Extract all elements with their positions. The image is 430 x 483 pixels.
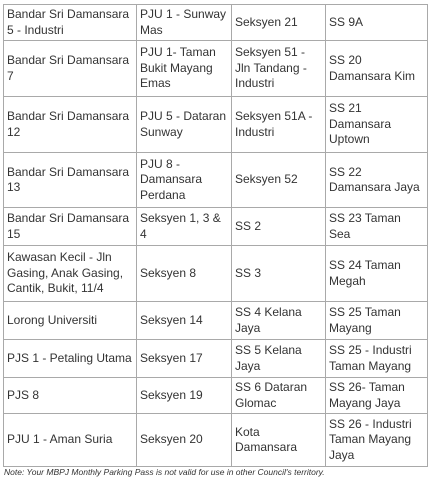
table-cell: SS 22 Damansara Jaya bbox=[326, 153, 428, 208]
table-cell: PJU 1 - Sunway Mas bbox=[137, 5, 232, 41]
table-cell: Seksyen 17 bbox=[137, 340, 232, 378]
table-row bbox=[4, 340, 428, 378]
table-row bbox=[4, 41, 428, 97]
table-row bbox=[4, 97, 428, 153]
table-cell: Seksyen 51A - Industri bbox=[232, 97, 326, 153]
table-cell: SS 9A bbox=[326, 5, 428, 41]
table-row bbox=[4, 414, 428, 467]
table-cell: Seksyen 14 bbox=[137, 302, 232, 340]
table-cell: SS 21 Damansara Uptown bbox=[326, 97, 428, 153]
table-cell: SS 26 - Industri Taman Mayang Jaya bbox=[326, 414, 428, 467]
table-row bbox=[4, 378, 428, 414]
table-row bbox=[4, 5, 428, 41]
table-cell: Seksyen 1, 3 & 4 bbox=[137, 208, 232, 246]
table-cell: Kawasan Kecil - Jln Gasing, Anak Gasing, Cantik, Bukit, 11/4 bbox=[4, 246, 137, 302]
table-row bbox=[4, 208, 428, 246]
table-cell: SS 25 - Industri Taman Mayang bbox=[326, 340, 428, 378]
table-cell: SS 4 Kelana Jaya bbox=[232, 302, 326, 340]
table-row bbox=[4, 246, 428, 302]
table-cell: Seksyen 21 bbox=[232, 5, 326, 41]
table-cell: Seksyen 51 - Jln Tandang - Industri bbox=[232, 41, 326, 97]
table-cell: PJU 1 - Aman Suria bbox=[4, 414, 137, 467]
table-cell: PJU 5 - Dataran Sunway bbox=[137, 97, 232, 153]
table-cell: Bandar Sri Damansara 7 bbox=[4, 41, 137, 97]
table-cell: PJU 8 - Damansara Perdana bbox=[137, 153, 232, 208]
parking-zones-table bbox=[3, 4, 428, 467]
table-cell: SS 5 Kelana Jaya bbox=[232, 340, 326, 378]
table-cell: SS 6 Dataran Glomac bbox=[232, 378, 326, 414]
table-cell: SS 26- Taman Mayang Jaya bbox=[326, 378, 428, 414]
table-cell: SS 23 Taman Sea bbox=[326, 208, 428, 246]
table-cell: PJU 1- Taman Bukit Mayang Emas bbox=[137, 41, 232, 97]
table-cell: PJS 8 bbox=[4, 378, 137, 414]
table-row bbox=[4, 302, 428, 340]
table-cell: Seksyen 52 bbox=[232, 153, 326, 208]
table-cell: Seksyen 20 bbox=[137, 414, 232, 467]
table-cell: Seksyen 8 bbox=[137, 246, 232, 302]
table-cell: Lorong Universiti bbox=[4, 302, 137, 340]
table-cell: Kota Damansara bbox=[232, 414, 326, 467]
table-cell: Seksyen 19 bbox=[137, 378, 232, 414]
table-cell: SS 20 Damansara Kim bbox=[326, 41, 428, 97]
table-cell: Bandar Sri Damansara 13 bbox=[4, 153, 137, 208]
table-cell: SS 2 bbox=[232, 208, 326, 246]
parking-pass-note: Note: Your MBPJ Monthly Parking Pass is not valid for use in other Council's territory. bbox=[4, 467, 325, 477]
table-cell: Bandar Sri Damansara 15 bbox=[4, 208, 137, 246]
table-cell: PJS 1 - Petaling Utama bbox=[4, 340, 137, 378]
table-row bbox=[4, 153, 428, 208]
table-cell: SS 25 Taman Mayang bbox=[326, 302, 428, 340]
table-cell: Bandar Sri Damansara 12 bbox=[4, 97, 137, 153]
table-cell: SS 24 Taman Megah bbox=[326, 246, 428, 302]
table-cell: Bandar Sri Damansara 5 - Industri bbox=[4, 5, 137, 41]
table-cell: SS 3 bbox=[232, 246, 326, 302]
